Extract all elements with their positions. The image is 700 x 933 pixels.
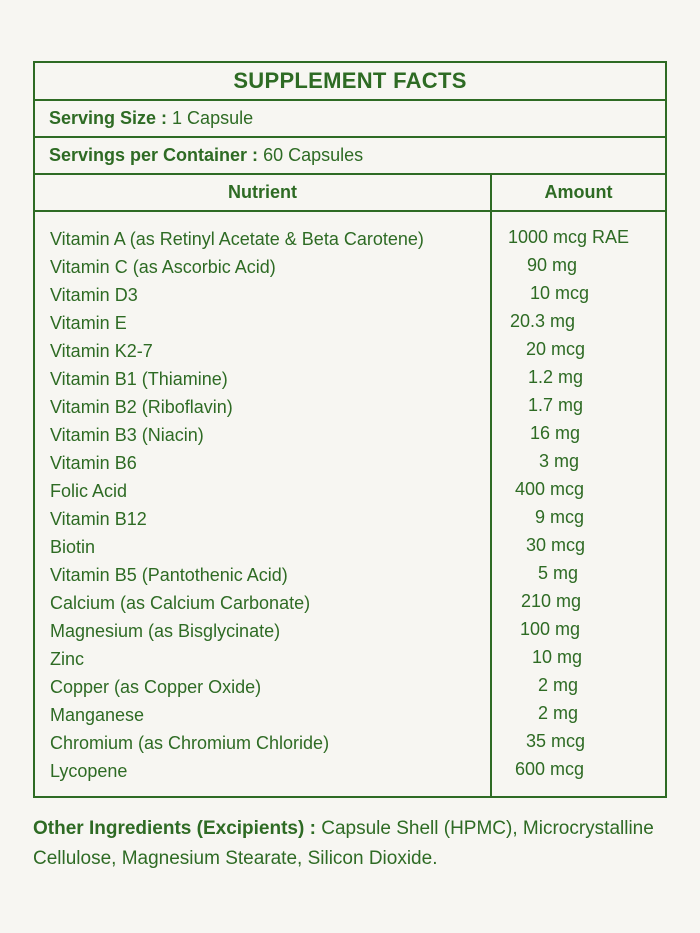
nutrient-name: Vitamin C (as Ascorbic Acid) [50,257,276,277]
nutrient-name: Vitamin K2-7 [50,341,153,361]
serving-size-row [35,101,665,138]
nutrient-amount: 5 mg [538,563,579,583]
nutrient-name: Chromium (as Chromium Chloride) [50,733,330,753]
supplement-facts-panel [33,61,667,798]
amount-column-header: Amount [544,182,613,202]
nutrient-name: Manganese [50,705,145,725]
nutrient-table-body [35,212,665,796]
nutrient-name: Vitamin B12 [50,509,147,529]
table-header [35,175,665,212]
nutrient-name: Vitamin D3 [50,285,138,305]
nutrient-name: Folic Acid [50,481,128,501]
nutrient-name: Vitamin B3 (Niacin) [50,425,204,445]
servings-per-container-label: Servings per Container : [49,145,259,165]
nutrient-amount: 30 mcg [526,535,586,555]
nutrient-amount: 1.7 mg [528,395,584,415]
nutrient-name: Magnesium (as Bisglycinate) [50,621,281,641]
nutrient-amount: 400 mcg [515,479,585,499]
serving-size-value: 1 Capsule [172,108,254,128]
servings-per-container-value: 60 Capsules [263,145,364,165]
panel-title: SUPPLEMENT FACTS [35,63,665,101]
other-ingredients-value: Capsule Shell (HPMC), Microcrystalline Cellulose, Magnesium Stearate, Silicon Dioxide. [33,818,654,869]
nutrient-name: Copper (as Copper Oxide) [50,677,262,697]
serving-size-label: Serving Size : [49,108,168,128]
nutrient-name: Vitamin A (as Retinyl Acetate & Beta Carotene) [50,229,424,249]
nutrient-name: Vitamin B2 (Riboflavin) [50,397,233,417]
other-ingredients-label: Other Ingredients (Excipients) : [33,818,316,839]
nutrient-amount: 600 mcg [515,759,585,779]
nutrient-name: Vitamin B6 [50,453,137,473]
nutrient-name: Vitamin E [50,313,127,333]
nutrient-name: Calcium (as Calcium Carbonate) [50,593,311,613]
nutrient-amount: 10 mcg [530,283,590,303]
nutrient-amount: 20 mcg [526,339,586,359]
nutrient-name: Vitamin B1 (Thiamine) [50,369,228,389]
nutrient-amount: 35 mcg [526,731,586,751]
nutrient-amount: 1000 mcg RAE [508,227,630,247]
nutrient-name: Biotin [50,537,96,557]
nutrient-amount: 100 mg [520,619,581,639]
nutrient-name: Zinc [50,649,85,669]
nutrient-amount: 2 mg [538,675,579,695]
nutrient-amount: 2 mg [538,703,579,723]
nutrient-amount: 210 mg [521,591,582,611]
nutrient-amount: 1.2 mg [528,367,584,387]
nutrient-column-header: Nutrient [35,175,492,210]
other-ingredients [33,814,683,874]
nutrient-amount: 10 mg [532,647,583,667]
nutrient-amount: 3 mg [539,451,580,471]
nutrient-amount: 9 mcg [535,507,585,527]
nutrient-amount: 90 mg [527,255,578,275]
nutrient-amount: 16 mg [530,423,581,443]
servings-per-container-row [35,138,665,175]
nutrient-amount-column [492,212,665,796]
nutrient-name: Vitamin B5 (Pantothenic Acid) [50,565,288,585]
nutrient-name: Lycopene [50,761,128,781]
nutrient-amount: 20.3 mg [510,311,576,331]
nutrient-name-column [35,212,492,796]
